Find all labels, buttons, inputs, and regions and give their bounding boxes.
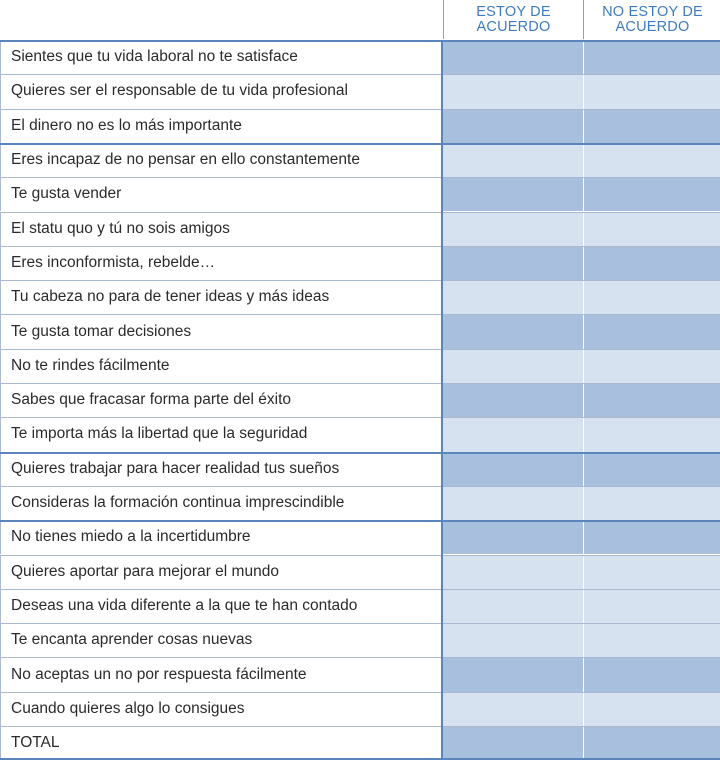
table-row: [0, 452, 720, 486]
table-row: [0, 417, 720, 451]
table-row: [0, 657, 720, 691]
table-row: [0, 314, 720, 348]
disagree-cell[interactable]: [583, 452, 720, 486]
agree-cell[interactable]: [442, 589, 583, 623]
table-row: [0, 623, 720, 657]
disagree-cell[interactable]: [583, 383, 720, 417]
agree-cell[interactable]: [442, 143, 583, 177]
disagree-cell[interactable]: [583, 417, 720, 451]
row-divider: [0, 589, 720, 590]
row-divider: [0, 417, 720, 418]
statement-label: Te gusta tomar decisiones: [0, 314, 431, 348]
row-divider: [0, 726, 720, 727]
statement-label: El dinero no es lo más importante: [0, 109, 431, 143]
statement-label: Te importa más la libertad que la seguridad: [0, 417, 431, 451]
column-header-disagree: NO ESTOY DE ACUERDO: [583, 0, 720, 39]
agree-cell[interactable]: [442, 383, 583, 417]
agree-cell[interactable]: [442, 109, 583, 143]
statement-label: No aceptas un no por respuesta fácilmente: [0, 657, 431, 691]
row-divider: [0, 657, 720, 658]
row-divider: [0, 486, 720, 487]
agree-cell[interactable]: [442, 452, 583, 486]
table-row: [0, 40, 720, 74]
disagree-cell[interactable]: [583, 177, 720, 211]
table-row: [0, 74, 720, 108]
agree-cell[interactable]: [442, 280, 583, 314]
disagree-cell[interactable]: [583, 692, 720, 726]
statement-label: Eres inconformista, rebelde…: [0, 246, 431, 280]
statement-label: Deseas una vida diferente a la que te han contado: [0, 589, 431, 623]
disagree-cell[interactable]: [583, 349, 720, 383]
disagree-cell[interactable]: [583, 143, 720, 177]
agree-cell[interactable]: [442, 623, 583, 657]
table-row: [0, 109, 720, 143]
statement-label: Quieres aportar para mejorar el mundo: [0, 555, 431, 589]
disagree-cell[interactable]: [583, 623, 720, 657]
row-divider: [0, 555, 720, 556]
row-divider: [0, 74, 720, 75]
table-row: [0, 486, 720, 520]
statement-label: No tienes miedo a la incertidumbre: [0, 520, 431, 554]
agree-cell[interactable]: [442, 486, 583, 520]
disagree-cell[interactable]: [583, 280, 720, 314]
table-row: [0, 383, 720, 417]
table-row: [0, 555, 720, 589]
statement-label: El statu quo y tú no sois amigos: [0, 212, 431, 246]
row-divider: [0, 280, 720, 281]
agree-cell[interactable]: [442, 40, 583, 74]
row-divider: [0, 349, 720, 350]
agree-cell[interactable]: [442, 314, 583, 348]
row-divider: [0, 40, 720, 42]
table-row: [0, 143, 720, 177]
table-row: [0, 246, 720, 280]
agree-cell[interactable]: [442, 726, 583, 760]
disagree-cell[interactable]: [583, 657, 720, 691]
row-divider: [0, 246, 720, 247]
statement-label: Eres incapaz de no pensar en ello constantemente: [0, 143, 431, 177]
disagree-cell[interactable]: [583, 486, 720, 520]
table-row: [0, 349, 720, 383]
disagree-cell[interactable]: [583, 109, 720, 143]
disagree-cell[interactable]: [583, 589, 720, 623]
agree-cell[interactable]: [442, 520, 583, 554]
statement-label: TOTAL: [0, 726, 431, 760]
table-row: [0, 726, 720, 760]
disagree-cell[interactable]: [583, 246, 720, 280]
statement-label: Sabes que fracasar forma parte del éxito: [0, 383, 431, 417]
row-divider: [0, 692, 720, 693]
statement-label: Quieres ser el responsable de tu vida profesional: [0, 74, 431, 108]
agree-cell[interactable]: [442, 555, 583, 589]
table-row: [0, 692, 720, 726]
agree-cell[interactable]: [442, 349, 583, 383]
disagree-cell[interactable]: [583, 74, 720, 108]
disagree-cell[interactable]: [583, 555, 720, 589]
statement-label: Consideras la formación continua imprescindible: [0, 486, 431, 520]
agree-cell[interactable]: [442, 246, 583, 280]
statement-label: Cuando quieres algo lo consigues: [0, 692, 431, 726]
table-row: [0, 212, 720, 246]
row-divider: [0, 314, 720, 315]
table-row: [0, 589, 720, 623]
row-divider: [0, 143, 720, 145]
table-row: [0, 520, 720, 554]
row-divider: [0, 520, 720, 522]
column-header-agree: ESTOY DE ACUERDO: [443, 0, 583, 39]
statement-label: Te gusta vender: [0, 177, 431, 211]
table-header: [0, 0, 720, 40]
agree-cell[interactable]: [442, 417, 583, 451]
table-row: [0, 177, 720, 211]
table-row: [0, 280, 720, 314]
disagree-cell[interactable]: [583, 314, 720, 348]
agree-cell[interactable]: [442, 692, 583, 726]
statement-label: No te rindes fácilmente: [0, 349, 431, 383]
disagree-cell[interactable]: [583, 520, 720, 554]
disagree-cell[interactable]: [583, 40, 720, 74]
row-divider: [0, 109, 720, 110]
disagree-cell[interactable]: [583, 212, 720, 246]
row-divider: [0, 177, 720, 178]
statement-label: Sientes que tu vida laboral no te satisface: [0, 40, 431, 74]
column-divider: [441, 40, 443, 760]
agree-cell[interactable]: [442, 657, 583, 691]
row-divider: [0, 383, 720, 384]
statement-label: Tu cabeza no para de tener ideas y más ideas: [0, 280, 431, 314]
agree-cell[interactable]: [442, 212, 583, 246]
row-divider: [0, 623, 720, 624]
table-bottom-border: [0, 758, 720, 760]
statement-label: Te encanta aprender cosas nuevas: [0, 623, 431, 657]
statement-label: Quieres trabajar para hacer realidad tus sueños: [0, 452, 431, 486]
row-divider: [0, 452, 720, 454]
row-divider: [0, 212, 720, 213]
agree-cell[interactable]: [442, 74, 583, 108]
disagree-cell[interactable]: [583, 726, 720, 760]
agree-cell[interactable]: [442, 177, 583, 211]
